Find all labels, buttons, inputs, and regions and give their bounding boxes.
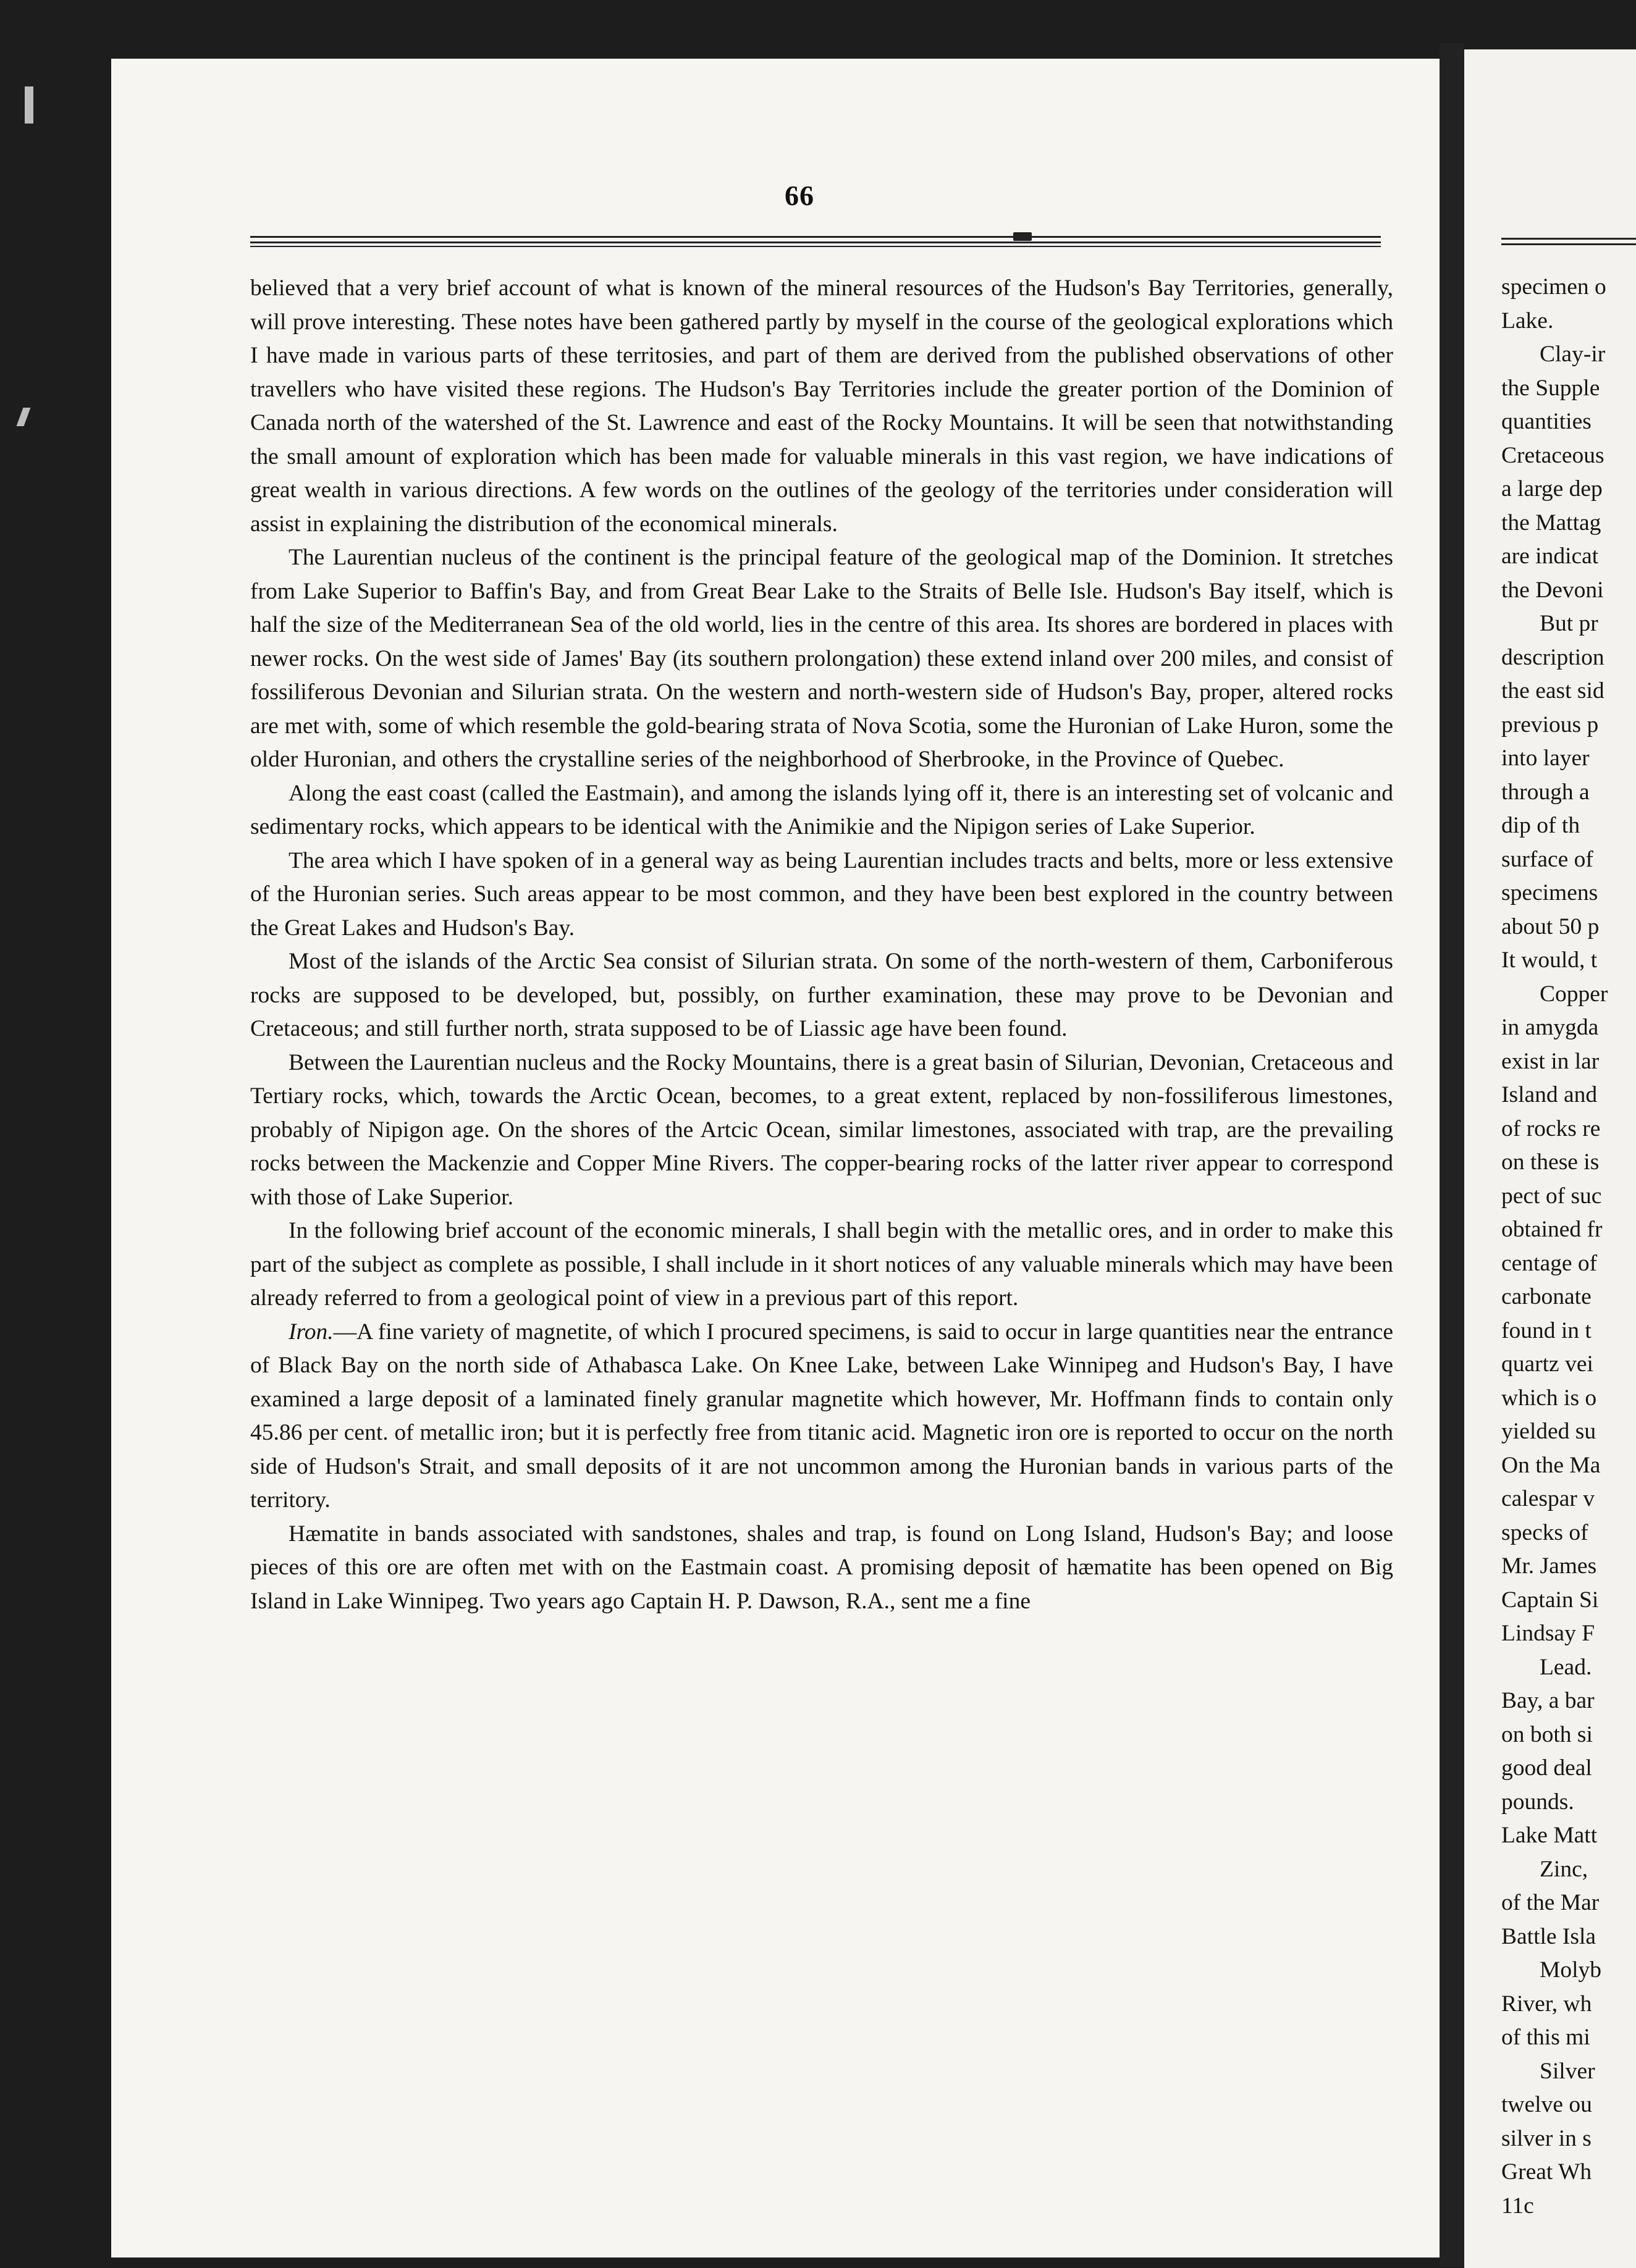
right-page-line: Copper (1540, 981, 1608, 1007)
right-page-line: pect of suc (1501, 1183, 1602, 1209)
header-rule (1501, 238, 1636, 240)
right-page-line: which is o (1501, 1385, 1597, 1411)
right-page-line: are indicat (1501, 544, 1599, 569)
paragraph-text: The area which I have spoken of in a general way as being Laurentian includes tracts and belts, more or less extensive of the Huronian series. Such areas appear to be most common, and they have been best explored in the country between the Great Lakes and Hudson's Bay. (250, 847, 1393, 941)
right-page-line: yielded su (1501, 1419, 1596, 1444)
right-page-line: centage of (1501, 1250, 1598, 1276)
right-page-line: of the Mar (1501, 1890, 1600, 1915)
right-page-line: about 50 p (1501, 914, 1600, 939)
body-paragraph (250, 945, 1393, 1046)
right-page-line: twelve ou (1501, 2092, 1592, 2117)
right-page-line: silver in s (1501, 2125, 1592, 2151)
margin-mark (25, 86, 33, 124)
right-page-line: Clay-ir (1540, 342, 1606, 367)
paragraph-text: The Laurentian nucleus of the continent is the principal feature of the geological map of the Dominion. It stretches from Lake Superior to Baffin's Bay, and from Great Bear Lake to the Straits of Belle Isle. Hudson's Bay itself, which is half the size of the Mediterranean Sea of the old world, lies in the centre of this area. Its shores are bordered in places with newer rocks. On the west side of James' Bay (its southern prolongation) these extend inland over 200 miles, and consist of fossiliferous Devonian and Silurian strata. On the western and north-western side of Hudson's Bay, proper, altered rocks are met with, some of which resemble the gold-bearing strata of Nova Scotia, some the Huronian of Lake Huron, some the older Huronian, and others the crystalline series of the neighborhood of Sherbrooke, in the Province of Quebec. (250, 545, 1393, 772)
right-page-line: Cretaceous (1501, 442, 1604, 468)
header-rule (1501, 243, 1636, 245)
right-page-line: It would, t (1501, 947, 1598, 973)
right-page-line: the Supple (1501, 375, 1600, 401)
header-rule (250, 246, 1381, 247)
right-page-line: Great Wh (1501, 2159, 1592, 2185)
paragraph-text: Between the Laurentian nucleus and the Rocky Mountains, there is a great basin of Silurian, Devonian, Cretaceous and Tertiary rocks, which, towards the Arctic Ocean, becomes, to a great extent, replaced by non-fossiliferous limestones, probably of Nipigon age. On the shores of the Artcic Ocean, similar limestones, associated with trap, are the prevailing rocks between the Mackenzie and Copper Mine Rivers. The copper-bearing rocks of the latter river appear to correspond with those of Lake Superior. (250, 1049, 1393, 1210)
right-page-line: dip of th (1501, 813, 1580, 838)
right-page-line: previous p (1501, 712, 1599, 737)
body-paragraph (250, 777, 1393, 844)
right-page-line: the Mattag (1501, 510, 1601, 536)
body-paragraph (250, 1316, 1393, 1518)
right-page-line: through a (1501, 779, 1590, 805)
right-page-line: good deal (1501, 1755, 1592, 1781)
section-lead-term: Iron. (289, 1319, 334, 1345)
right-page-line: But pr (1540, 611, 1598, 636)
body-paragraph (250, 1518, 1393, 1619)
page-body-text (250, 272, 1393, 1618)
paragraph-text: Hæmatite in bands associated with sandstones, shales and trap, is found on Long Island, Hudson's Bay; and loose pieces of this ore are often met with on the Eastmain coast. A promising deposit of hæmatite has been opened on Big Island in Lake Winnipeg. Two years ago Captain H. P. Dawson, R.A., sent me a fine (250, 1521, 1393, 1614)
right-page-line: of this mi (1501, 2025, 1590, 2050)
right-page-line: 11c (1501, 2193, 1534, 2219)
right-page-line: found in t (1501, 1317, 1592, 1343)
right-page-line: quartz vei (1501, 1351, 1593, 1377)
right-page-line: the Devoni (1501, 577, 1604, 603)
body-paragraph (250, 1214, 1393, 1316)
right-page-line: Lake. (1501, 308, 1554, 334)
right-page-line: surface of (1501, 846, 1593, 872)
body-paragraph (250, 844, 1393, 946)
right-page-line: Captain Si (1501, 1587, 1599, 1613)
right-page-line: specimen o (1501, 274, 1606, 300)
right-page-line: Mr. James (1501, 1553, 1597, 1579)
right-page-line: Lead. (1540, 1654, 1592, 1680)
right-page-line: Lake Matt (1501, 1823, 1598, 1848)
paragraph-text: —A fine variety of magnetite, of which I procured specimens, is said to occur in large quantities near the entrance of Black Bay on the north side of Athabasca Lake. On Knee Lake, between Lake Winnipeg and Hudson's Bay, I have examined a large deposit of a laminated finely granular magnetite which however, Mr. Hoffmann finds to contain only 45.86 per cent. of metallic iron; but it is perfectly free from titanic acid. Magnetic iron ore is reported to occur on the north side of Hudson's Strait, and small deposits of it are not uncommon among the Huronian bands in various parts of the territory. (250, 1319, 1393, 1513)
right-page-line: pounds. (1501, 1789, 1574, 1815)
paragraph-text: believed that a very brief account of what is known of the mineral resources of the Hudson's Bay Territories, generally, will prove interesting. These notes have been gathered partly by myself in the course of the geological explorations which I have made in various parts of these territosies, and part of them are derived from the published observations of other travellers who have visited these regions. The Hudson's Bay Territories include the greater portion of the Dominion of Canada north of the watershed of the St. Lawrence and east of the Rocky Mountains. It will be seen that notwithstanding the small amount of exploration which has been made for valuable minerals in this vast region, we have indications of great wealth in various directions. A few words on the outlines of the geology of the territories under consideration will assist in explaining the distribution of the economical minerals. (250, 275, 1393, 537)
right-page-line: Lindsay F (1501, 1621, 1595, 1646)
right-page-line: Molyb (1540, 1957, 1602, 1983)
book-gutter (1440, 43, 1464, 2267)
right-page-line: Zinc, (1540, 1856, 1588, 1882)
right-page-line: a large dep (1501, 476, 1603, 502)
right-page-line: specimens (1501, 880, 1598, 905)
right-page-text (1501, 271, 1636, 2223)
page-number: 66 (785, 180, 814, 211)
right-page-line: River, wh (1501, 1991, 1592, 2017)
body-paragraph (250, 541, 1393, 777)
right-page-line: obtained fr (1501, 1217, 1603, 1242)
paragraph-text: Along the east coast (called the Eastmain), and among the islands lying off it, there is an interesting set of volcanic and sedimentary rocks, which appears to be identical with the Animikie and the Nipigon series of Lake Superior. (250, 780, 1393, 839)
right-page-line: exist in lar (1501, 1048, 1600, 1074)
header-rule (250, 242, 1381, 243)
right-page (1464, 49, 1636, 2268)
body-paragraph (250, 1046, 1393, 1215)
right-page-line: calespar v (1501, 1486, 1595, 1511)
right-page-line: in amygda (1501, 1015, 1599, 1040)
right-page-line: on these is (1501, 1149, 1600, 1175)
right-page-line: of rocks re (1501, 1115, 1601, 1141)
paragraph-text: In the following brief account of the economic minerals, I shall begin with the metallic ores, and in order to make this part of the subject as complete as possible, I shall include in it short notices of any valuable minerals which may have been already referred to from a geological point of view in a previous part of this report. (250, 1218, 1393, 1311)
paragraph-text: Most of the islands of the Arctic Sea consist of Silurian strata. On some of the north-western of them, Carboniferous rocks are supposed to be developed, but, possibly, on further examination, these may prove to be Devonian and Cretaceous; and still further north, strata supposed to be of Liassic age have been found. (250, 949, 1393, 1041)
right-page-line: quantities (1501, 409, 1592, 434)
right-page-line: into layer (1501, 746, 1590, 771)
right-page-line: Battle Isla (1501, 1923, 1596, 1949)
right-page-line: On the Ma (1501, 1452, 1601, 1478)
header-rule (250, 236, 1381, 238)
right-page-line: Island and (1501, 1082, 1598, 1107)
right-page-line: description (1501, 644, 1604, 670)
right-page-line: carbonate (1501, 1284, 1592, 1309)
right-page-line: Silver (1540, 2058, 1595, 2084)
right-page-line: the east sid (1501, 678, 1604, 704)
right-page-line: specks of (1501, 1519, 1588, 1545)
header-rule-ornament (1013, 232, 1032, 241)
body-paragraph (250, 272, 1393, 541)
right-page-line: on both si (1501, 1721, 1593, 1747)
right-page-line: Bay, a bar (1501, 1688, 1595, 1713)
